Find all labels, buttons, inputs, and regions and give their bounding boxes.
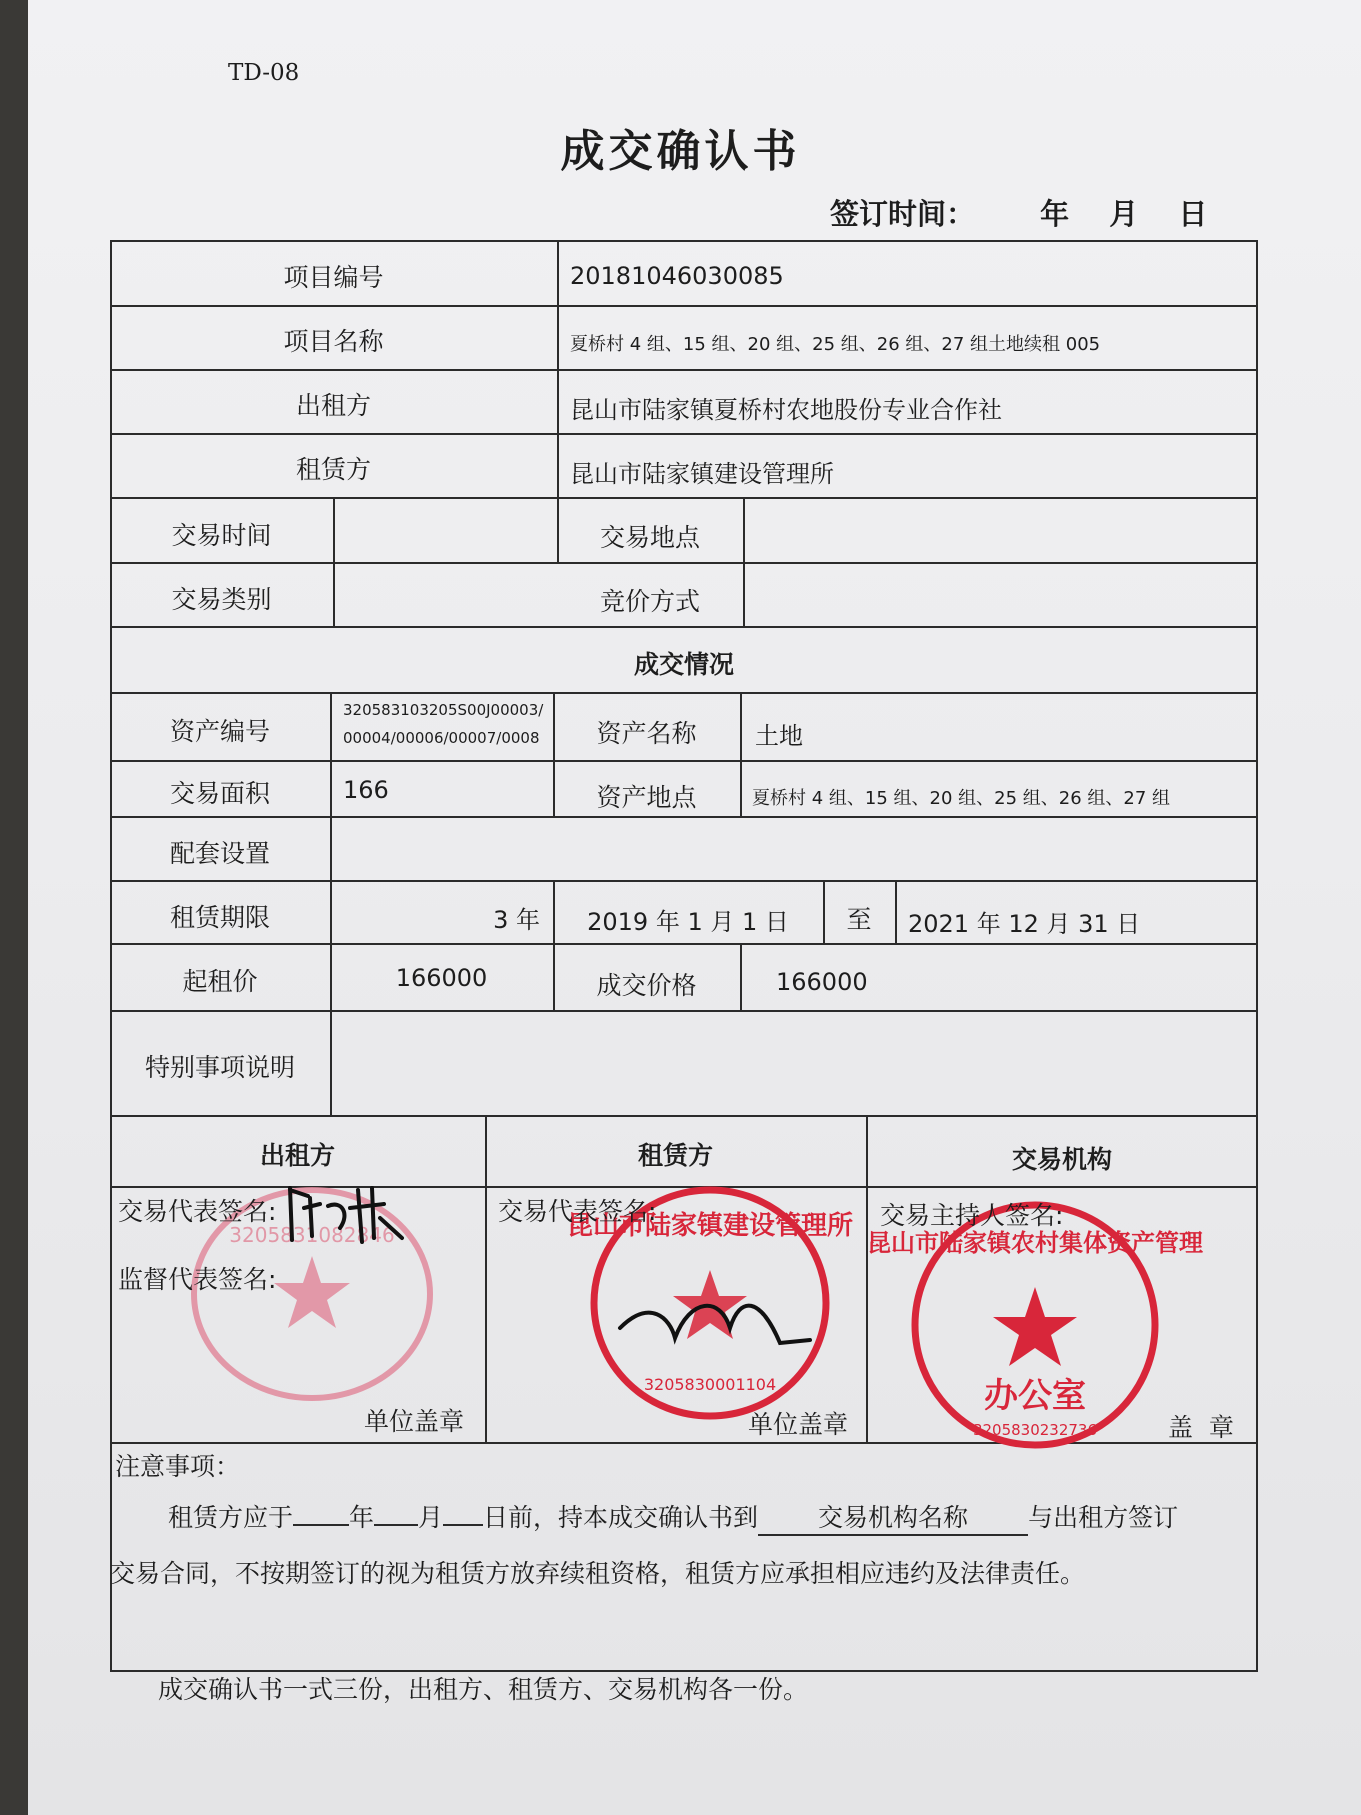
document-title: 成交确认书 bbox=[560, 126, 801, 177]
asset-number-label: 资产编号 bbox=[169, 717, 270, 746]
lessor-signature bbox=[280, 1178, 420, 1248]
notes-title: 注意事项： bbox=[115, 1452, 241, 1481]
starting-price-value: 166000 bbox=[395, 964, 488, 992]
sign-lessor-header: 出租方 bbox=[259, 1141, 335, 1170]
agency-seal-office: 办公室 bbox=[984, 1376, 1086, 1416]
lease-term-label: 租赁期限 bbox=[169, 903, 270, 932]
agency-seal-number: 3205830232736 bbox=[972, 1421, 1098, 1439]
footer-note: 成交确认书一式三份，出租方、租赁方、交易机构各一份。 bbox=[158, 1675, 809, 1704]
special-notes-label: 特别事项说明 bbox=[144, 1053, 295, 1082]
lease-term-to: 至 bbox=[846, 905, 872, 934]
lessor-unit-seal-label: 单位盖章 bbox=[364, 1407, 465, 1436]
project-number-label: 项目编号 bbox=[283, 263, 384, 292]
asset-name-value: 土地 bbox=[755, 722, 803, 750]
asset-number-value: 320583103205S00J00003/00004/00006/00007/0008 bbox=[343, 701, 544, 747]
notes-line-1: 租赁方应于 年 月 日前，持本成交确认书到 交易机构名称 与出租方签订 bbox=[112, 1490, 1232, 1546]
lease-term-years: 3 年 bbox=[493, 906, 540, 934]
project-name-label: 项目名称 bbox=[283, 327, 384, 356]
trade-time-label: 交易时间 bbox=[171, 521, 272, 550]
notes-line-2: 交易合同，不按期签订的视为租赁方放弃续租资格，租赁方应承担相应违约及法律责任。 bbox=[110, 1559, 1086, 1588]
lessor-supervisor-sign-label: 监督代表签名: bbox=[118, 1265, 277, 1294]
lessee-seal-text: 昆山市陆家镇建设管理所 bbox=[566, 1211, 854, 1241]
lessor-rep-sign-label: 交易代表签名: bbox=[118, 1197, 277, 1226]
asset-location-value: 夏桥村 4 组、15 组、20 组、25 组、26 组、27 组 bbox=[752, 788, 1171, 809]
lessee-value: 昆山市陆家镇建设管理所 bbox=[570, 460, 834, 488]
agency-host-sign-label: 交易主持人签名: bbox=[880, 1201, 1064, 1230]
project-name-value: 夏桥村 4 组、15 组、20 组、25 组、26 组、27 组土地续租 005 bbox=[570, 334, 1101, 355]
form-code: TD-08 bbox=[228, 60, 300, 86]
deal-section-title: 成交情况 bbox=[633, 650, 734, 679]
trade-category-label: 交易类别 bbox=[171, 585, 272, 614]
sign-agency-header: 交易机构 bbox=[1011, 1145, 1112, 1174]
lessee-unit-seal-label: 单位盖章 bbox=[748, 1410, 849, 1439]
lease-term-start: 2019 年 1 月 1 日 bbox=[587, 908, 789, 936]
trade-area-label: 交易面积 bbox=[169, 779, 270, 808]
lease-term-end: 2021 年 12 月 31 日 bbox=[908, 910, 1141, 938]
deal-price-label: 成交价格 bbox=[596, 971, 697, 1000]
agency-seal-label: 盖 章 bbox=[1168, 1413, 1234, 1442]
lessor-seal-number: 3205831082846 bbox=[229, 1223, 395, 1247]
sign-date-fields: 年 月 日 bbox=[1040, 197, 1208, 231]
lessor-value: 昆山市陆家镇夏桥村农地股份专业合作社 bbox=[570, 396, 1002, 424]
bidding-method-label: 竞价方式 bbox=[599, 587, 700, 616]
lessor-label: 出租方 bbox=[295, 391, 371, 420]
lessee-rep-sign-label: 交易代表签名: bbox=[498, 1197, 657, 1226]
sign-date bbox=[830, 192, 1207, 233]
deal-price-value: 166000 bbox=[776, 968, 868, 996]
lessee-seal-number: 3205830001104 bbox=[643, 1375, 777, 1394]
facilities-label: 配套设置 bbox=[169, 839, 270, 868]
asset-name-label: 资产名称 bbox=[596, 719, 697, 748]
asset-location-label: 资产地点 bbox=[596, 783, 697, 812]
sign-date-label: 签订时间： bbox=[830, 197, 976, 231]
trade-area-value: 166 bbox=[343, 776, 389, 804]
trade-place-label: 交易地点 bbox=[599, 523, 700, 552]
lessee-label: 租赁方 bbox=[295, 455, 371, 484]
agency-seal-text: 昆山市陆家镇农村集体资产管理 bbox=[867, 1229, 1203, 1257]
notes-body bbox=[112, 1490, 1232, 1602]
starting-price-label: 起租价 bbox=[182, 967, 258, 996]
notes-agency-name: 交易机构名称 bbox=[758, 1502, 1028, 1536]
project-number-value: 20181046030085 bbox=[570, 262, 784, 290]
sign-lessee-header: 租赁方 bbox=[637, 1141, 713, 1170]
